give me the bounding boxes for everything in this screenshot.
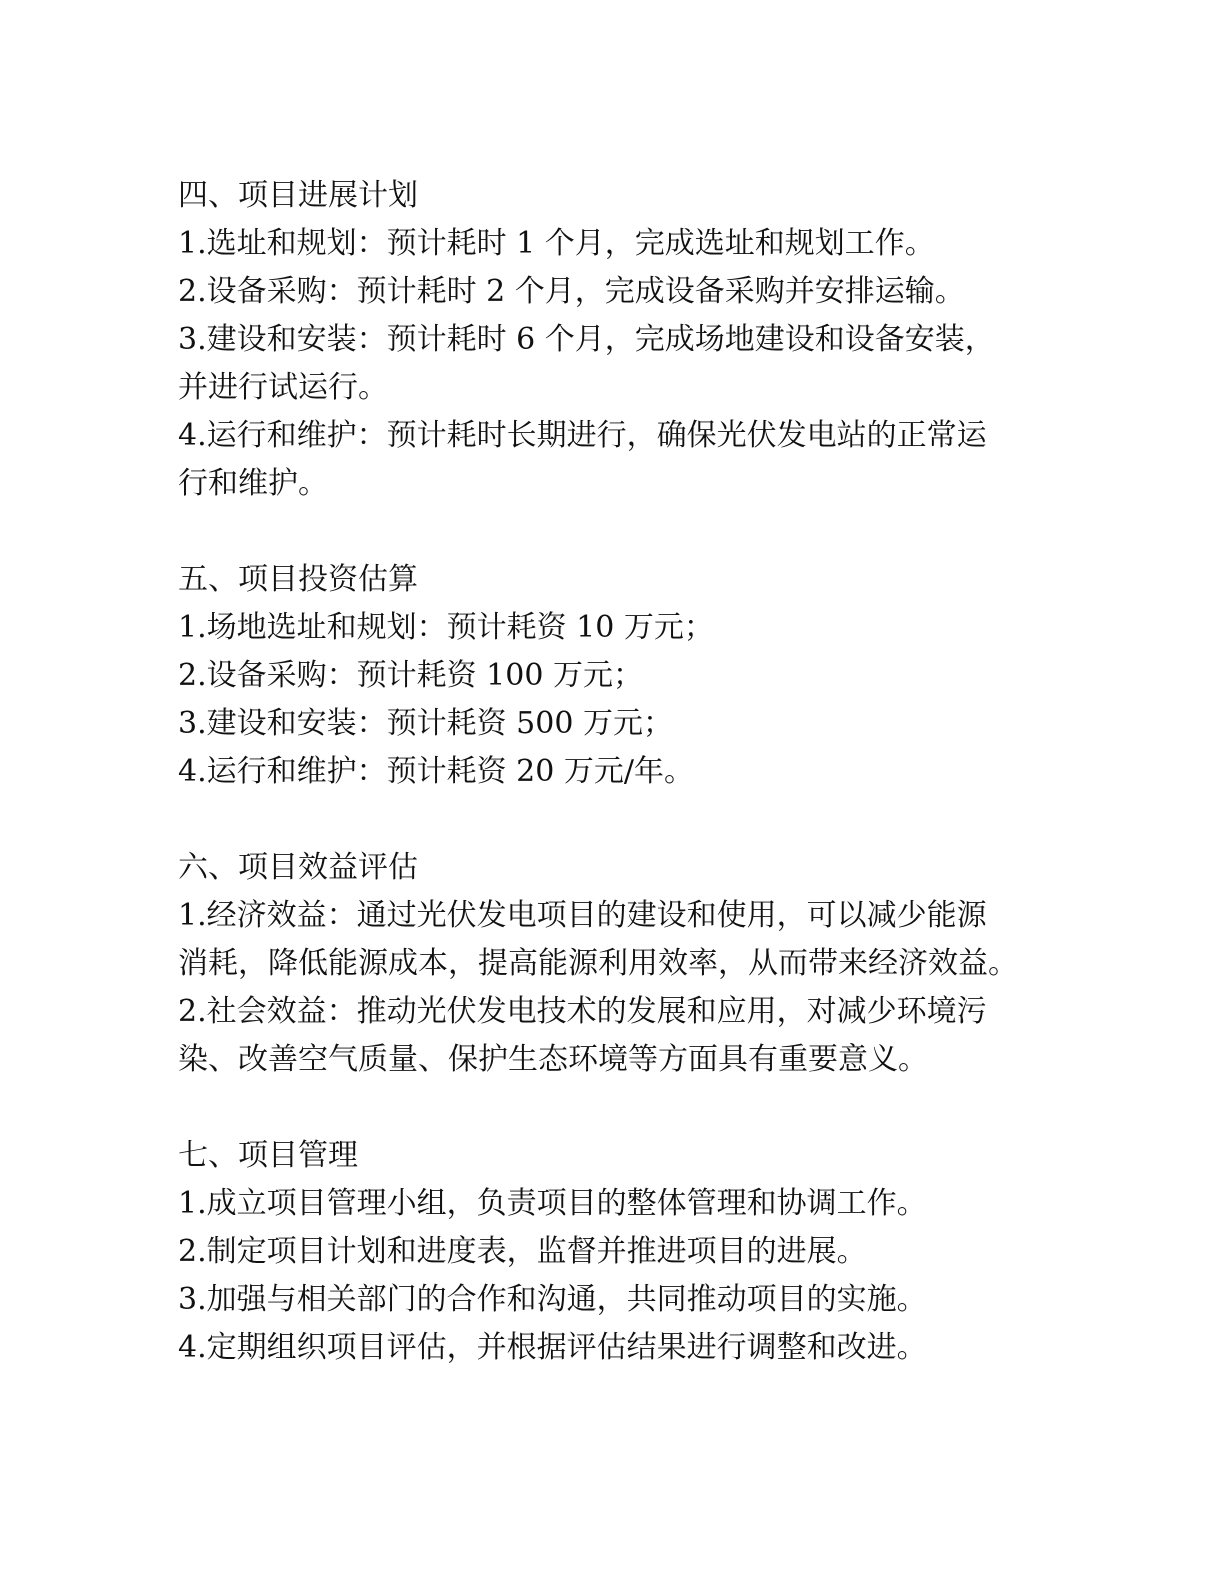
section-project-management bbox=[178, 1132, 1078, 1372]
paragraph-line: 1.场地选址和规划：预计耗资 10 万元； bbox=[178, 610, 714, 645]
section-heading: 五、项目投资估算 bbox=[178, 562, 418, 597]
paragraph-line: 3.建设和安装：预计耗资 500 万元； bbox=[178, 706, 673, 741]
paragraph-line: 并进行试运行。 bbox=[178, 370, 388, 405]
paragraph-line: 2.社会效益：推动光伏发电技术的发展和应用，对减少环境污 bbox=[178, 994, 987, 1029]
section-heading: 六、项目效益评估 bbox=[178, 850, 418, 885]
paragraph-line: 1.选址和规划：预计耗时 1 个月，完成选址和规划工作。 bbox=[178, 226, 935, 261]
paragraph-line: 3.加强与相关部门的合作和沟通，共同推动项目的实施。 bbox=[178, 1282, 927, 1317]
section-heading: 七、项目管理 bbox=[178, 1138, 358, 1173]
paragraph-line: 行和维护。 bbox=[178, 466, 328, 501]
paragraph-line: 2.设备采购：预计耗资 100 万元； bbox=[178, 658, 643, 693]
paragraph-line: 3.建设和安装：预计耗时 6 个月，完成场地建设和设备安装， bbox=[178, 322, 995, 357]
section-benefit-evaluation bbox=[178, 844, 1078, 1084]
paragraph-line: 2.制定项目计划和进度表，监督并推进项目的进展。 bbox=[178, 1234, 867, 1269]
paragraph-line: 2.设备采购：预计耗时 2 个月，完成设备采购并安排运输。 bbox=[178, 274, 965, 309]
paragraph-line: 4.运行和维护：预计耗时长期进行，确保光伏发电站的正常运 bbox=[178, 418, 987, 453]
paragraph-line: 染、改善空气质量、保护生态环境等方面具有重要意义。 bbox=[178, 1042, 928, 1077]
section-heading: 四、项目进展计划 bbox=[178, 178, 418, 213]
section-progress-plan bbox=[178, 172, 1078, 508]
paragraph-line: 4.运行和维护：预计耗资 20 万元/年。 bbox=[178, 754, 694, 789]
document-page bbox=[178, 172, 1078, 1372]
paragraph-line: 1.成立项目管理小组，负责项目的整体管理和协调工作。 bbox=[178, 1186, 927, 1221]
section-investment-estimate bbox=[178, 556, 1078, 796]
paragraph-line: 1.经济效益：通过光伏发电项目的建设和使用，可以减少能源 bbox=[178, 898, 987, 933]
paragraph-line: 4.定期组织项目评估，并根据评估结果进行调整和改进。 bbox=[178, 1330, 927, 1365]
paragraph-line: 消耗，降低能源成本，提高能源利用效率，从而带来经济效益。 bbox=[178, 946, 1018, 981]
